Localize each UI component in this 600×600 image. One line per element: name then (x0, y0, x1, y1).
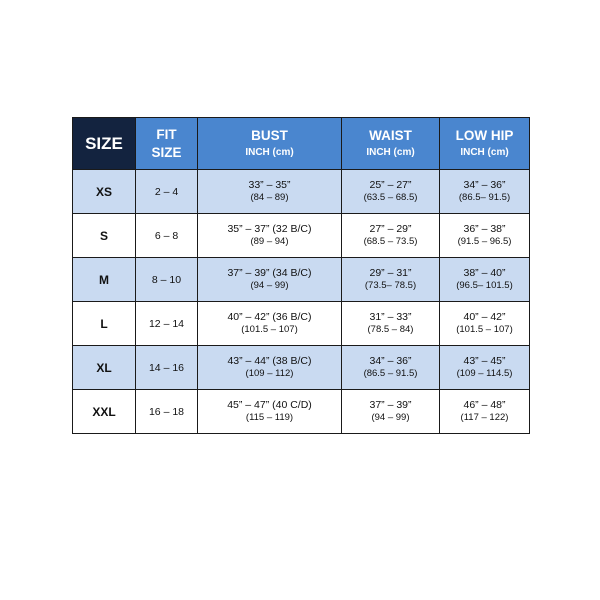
waist-cell (342, 390, 440, 434)
waist-cm: (86.5 – 91.5) (363, 368, 418, 380)
low-hip-cm: (86.5– 91.5) (458, 192, 511, 204)
low-hip-header-unit: INCH (cm) (460, 146, 509, 158)
waist-cm: (63.5 – 68.5) (363, 192, 418, 204)
bust-cm: (84 – 89) (250, 192, 289, 204)
fit-size-cell: 16 – 18 (136, 390, 198, 434)
bust-inch: 35” – 37” (32 B/C) (227, 223, 312, 235)
fit-size-cell: 6 – 8 (136, 214, 198, 258)
bust-inch: 37” – 39” (34 B/C) (227, 267, 312, 279)
bust-cell (198, 346, 342, 390)
low-hip-cell (440, 170, 530, 214)
low-hip-cm: (117 – 122) (460, 412, 509, 424)
fit-header-line1: FIT (156, 126, 177, 142)
table-row (73, 390, 530, 434)
waist-header-title: WAIST (369, 127, 412, 143)
waist-cell (342, 346, 440, 390)
size-cell: XS (73, 170, 136, 214)
bust-cm: (115 – 119) (245, 412, 294, 424)
size-cell: XL (73, 346, 136, 390)
waist-inch: 37” – 39” (369, 399, 412, 411)
low-hip-cell (440, 258, 530, 302)
bust-cell (198, 214, 342, 258)
low-hip-cell (440, 390, 530, 434)
table-row (73, 170, 530, 214)
waist-cell (342, 258, 440, 302)
bust-cell (198, 258, 342, 302)
size-cell: L (73, 302, 136, 346)
table-row (73, 214, 530, 258)
size-column-header: SIZE (73, 118, 136, 170)
bust-header-unit: INCH (cm) (245, 146, 294, 158)
bust-column-header (198, 118, 342, 170)
waist-inch: 31” – 33” (369, 311, 412, 323)
bust-header-title: BUST (251, 127, 288, 143)
low-hip-cell (440, 214, 530, 258)
low-hip-inch: 40” – 42” (463, 311, 506, 323)
bust-cell (198, 390, 342, 434)
bust-inch: 40” – 42” (36 B/C) (227, 311, 312, 323)
waist-inch: 29” – 31” (369, 267, 412, 279)
header-row (73, 118, 530, 170)
table-row (73, 302, 530, 346)
fit-size-cell: 14 – 16 (136, 346, 198, 390)
low-hip-inch: 46” – 48” (463, 399, 506, 411)
waist-header-unit: INCH (cm) (366, 146, 415, 158)
fit-header-line2: SIZE (151, 144, 182, 160)
bust-cm: (89 – 94) (250, 236, 289, 248)
waist-cm: (78.5 – 84) (367, 324, 414, 336)
low-hip-column-header (440, 118, 530, 170)
low-hip-inch: 34” – 36” (463, 179, 506, 191)
low-hip-inch: 43” – 45” (463, 355, 506, 367)
low-hip-cell (440, 346, 530, 390)
bust-inch: 43” – 44” (38 B/C) (227, 355, 312, 367)
low-hip-cm: (101.5 – 107) (456, 324, 513, 336)
low-hip-cm: (91.5 – 96.5) (457, 236, 512, 248)
fit-size-cell: 2 – 4 (136, 170, 198, 214)
waist-cell (342, 170, 440, 214)
bust-inch: 45” – 47” (40 C/D) (227, 399, 312, 411)
fit-size-column-header (136, 118, 198, 170)
waist-cm: (68.5 – 73.5) (363, 236, 418, 248)
fit-size-cell: 12 – 14 (136, 302, 198, 346)
waist-cm: (73.5– 78.5) (364, 280, 417, 292)
table-row (73, 258, 530, 302)
size-cell: S (73, 214, 136, 258)
size-chart-table (72, 117, 530, 434)
bust-cell (198, 302, 342, 346)
waist-inch: 25” – 27” (369, 179, 412, 191)
fit-size-cell: 8 – 10 (136, 258, 198, 302)
low-hip-cell (440, 302, 530, 346)
low-hip-inch: 38” – 40” (463, 267, 506, 279)
bust-cm: (109 – 112) (245, 368, 294, 380)
waist-inch: 27” – 29” (369, 223, 412, 235)
size-cell: XXL (73, 390, 136, 434)
waist-column-header (342, 118, 440, 170)
bust-cm: (94 – 99) (250, 280, 289, 292)
low-hip-header-title: LOW HIP (455, 127, 514, 143)
waist-cm: (94 – 99) (371, 412, 410, 424)
bust-inch: 33” – 35” (248, 179, 291, 191)
table-row (73, 346, 530, 390)
low-hip-cm: (96.5– 101.5) (456, 280, 513, 292)
waist-inch: 34” – 36” (369, 355, 412, 367)
low-hip-inch: 36” – 38” (463, 223, 506, 235)
bust-cell (198, 170, 342, 214)
low-hip-cm: (109 – 114.5) (456, 368, 513, 380)
waist-cell (342, 302, 440, 346)
waist-cell (342, 214, 440, 258)
size-cell: M (73, 258, 136, 302)
bust-cm: (101.5 – 107) (241, 324, 298, 336)
